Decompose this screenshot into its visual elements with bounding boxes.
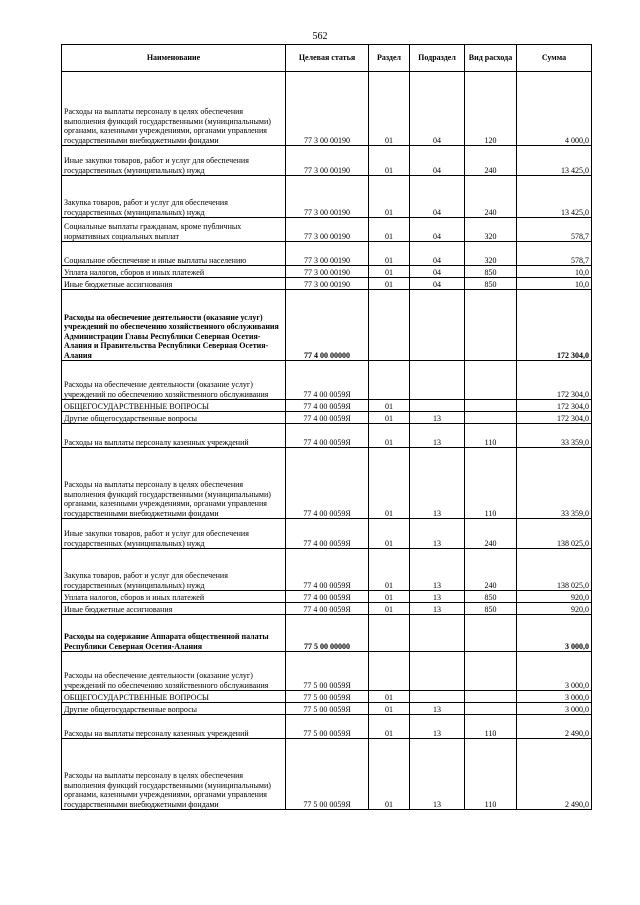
cell-amount: 920,0	[517, 591, 592, 603]
cell-target: 77 5 00 0059Я	[286, 715, 369, 739]
table-header-row	[62, 45, 592, 72]
cell-target: 77 5 00 00000	[286, 615, 369, 652]
table-row	[62, 176, 592, 218]
cell-section: 01	[369, 519, 410, 549]
table-row	[62, 361, 592, 400]
table-row	[62, 278, 592, 290]
cell-subsection: 13	[410, 603, 465, 615]
cell-subsection: 13	[410, 448, 465, 519]
cell-name: Расходы на обеспечение деятельности (оказание услуг) учреждений по обеспечению хозяйственного обслуживания	[62, 361, 286, 400]
cell-section: 01	[369, 176, 410, 218]
cell-expense-type	[465, 400, 517, 412]
cell-target: 77 4 00 0059Я	[286, 519, 369, 549]
cell-subsection: 04	[410, 72, 465, 146]
cell-expense-type: 850	[465, 591, 517, 603]
cell-expense-type	[465, 615, 517, 652]
cell-section: 01	[369, 549, 410, 591]
cell-amount: 138 025,0	[517, 549, 592, 591]
header-target: Целевая статья	[286, 45, 369, 72]
cell-name: Расходы на выплаты персоналу в целях обеспечения выполнения функций государственными (муниципальными) органами, казенными учреждениями, органами управления государственными внебюджетными фондами	[62, 72, 286, 146]
cell-amount: 13 425,0	[517, 146, 592, 176]
cell-section: 01	[369, 278, 410, 290]
cell-name: Закупка товаров, работ и услуг для обеспечения государственных (муниципальных) нужд	[62, 176, 286, 218]
cell-target: 77 4 00 0059Я	[286, 424, 369, 448]
cell-expense-type: 850	[465, 266, 517, 278]
cell-subsection: 13	[410, 703, 465, 715]
cell-subsection: 04	[410, 278, 465, 290]
cell-amount: 172 304,0	[517, 361, 592, 400]
table-row	[62, 448, 592, 519]
cell-target: 77 3 00 00190	[286, 278, 369, 290]
cell-amount: 13 425,0	[517, 176, 592, 218]
cell-name: Расходы на обеспечение деятельности (оказание услуг) учреждений по обеспечению хозяйственного обслуживания	[62, 652, 286, 691]
cell-amount: 578,7	[517, 218, 592, 242]
cell-amount: 578,7	[517, 242, 592, 266]
cell-name: Другие общегосударственные вопросы	[62, 703, 286, 715]
cell-expense-type	[465, 290, 517, 361]
budget-table	[61, 44, 592, 810]
cell-amount: 3 000,0	[517, 691, 592, 703]
cell-amount: 3 000,0	[517, 703, 592, 715]
cell-target: 77 4 00 0059Я	[286, 549, 369, 591]
header-expense-type: Вид расхода	[465, 45, 517, 72]
cell-section: 01	[369, 266, 410, 278]
cell-target: 77 4 00 0059Я	[286, 603, 369, 615]
cell-section	[369, 652, 410, 691]
cell-expense-type: 240	[465, 176, 517, 218]
cell-name: Расходы на обеспечение деятельности (оказание услуг) учреждений по обеспечению хозяйственного обслуживания Администрации Главы Республики Северная Осетия-Алания и Правительства Республики Северная Осетия-Алания	[62, 290, 286, 361]
cell-section: 01	[369, 703, 410, 715]
cell-amount: 10,0	[517, 278, 592, 290]
cell-amount: 3 000,0	[517, 652, 592, 691]
table-row	[62, 519, 592, 549]
cell-amount: 2 490,0	[517, 715, 592, 739]
cell-target: 77 3 00 00190	[286, 242, 369, 266]
cell-target: 77 5 00 0059Я	[286, 691, 369, 703]
cell-expense-type: 850	[465, 278, 517, 290]
cell-section: 01	[369, 591, 410, 603]
header-section: Раздел	[369, 45, 410, 72]
cell-target: 77 4 00 0059Я	[286, 591, 369, 603]
table-row	[62, 603, 592, 615]
table-row	[62, 703, 592, 715]
cell-expense-type: 240	[465, 146, 517, 176]
cell-section: 01	[369, 242, 410, 266]
cell-section: 01	[369, 146, 410, 176]
table-body	[62, 72, 592, 810]
cell-target: 77 4 00 0059Я	[286, 361, 369, 400]
cell-name: Иные бюджетные ассигнования	[62, 603, 286, 615]
cell-section	[369, 361, 410, 400]
cell-name: Иные закупки товаров, работ и услуг для обеспечения государственных (муниципальных) нужд	[62, 519, 286, 549]
cell-subsection	[410, 691, 465, 703]
table-row	[62, 146, 592, 176]
table-row	[62, 591, 592, 603]
cell-subsection: 13	[410, 412, 465, 424]
cell-name: ОБЩЕГОСУДАРСТВЕННЫЕ ВОПРОСЫ	[62, 691, 286, 703]
cell-subsection: 13	[410, 591, 465, 603]
cell-subsection: 04	[410, 146, 465, 176]
cell-name: ОБЩЕГОСУДАРСТВЕННЫЕ ВОПРОСЫ	[62, 400, 286, 412]
cell-subsection: 13	[410, 739, 465, 810]
cell-name: Расходы на выплаты персоналу в целях обеспечения выполнения функций государственными (муниципальными) органами, казенными учреждениями, органами управления государственными внебюджетными фондами	[62, 739, 286, 810]
table-row	[62, 242, 592, 266]
cell-name: Расходы на выплаты персоналу казенных учреждений	[62, 424, 286, 448]
cell-name: Другие общегосударственные вопросы	[62, 412, 286, 424]
header-amount: Сумма	[517, 45, 592, 72]
cell-target: 77 4 00 0059Я	[286, 400, 369, 412]
cell-name: Уплата налогов, сборов и иных платежей	[62, 591, 286, 603]
cell-expense-type: 110	[465, 448, 517, 519]
cell-amount: 2 490,0	[517, 739, 592, 810]
cell-section: 01	[369, 603, 410, 615]
cell-amount: 4 000,0	[517, 72, 592, 146]
cell-subsection: 13	[410, 424, 465, 448]
cell-expense-type	[465, 361, 517, 400]
page-number: 562	[312, 31, 328, 42]
cell-target: 77 3 00 00190	[286, 146, 369, 176]
cell-expense-type: 320	[465, 218, 517, 242]
cell-target: 77 5 00 0059Я	[286, 739, 369, 810]
cell-section: 01	[369, 424, 410, 448]
table-row	[62, 290, 592, 361]
cell-expense-type	[465, 691, 517, 703]
table-row	[62, 400, 592, 412]
cell-section: 01	[369, 448, 410, 519]
cell-target: 77 5 00 0059Я	[286, 703, 369, 715]
cell-section: 01	[369, 72, 410, 146]
cell-subsection	[410, 361, 465, 400]
cell-section	[369, 615, 410, 652]
cell-amount: 10,0	[517, 266, 592, 278]
cell-subsection	[410, 615, 465, 652]
table-row	[62, 412, 592, 424]
cell-name: Закупка товаров, работ и услуг для обеспечения государственных (муниципальных) нужд	[62, 549, 286, 591]
cell-section: 01	[369, 412, 410, 424]
cell-amount: 172 304,0	[517, 412, 592, 424]
table-row	[62, 715, 592, 739]
cell-name: Расходы на содержание Аппарата общественной палаты Республики Северная Осетия-Алания	[62, 615, 286, 652]
header-subsection: Подраздел	[410, 45, 465, 72]
cell-name: Уплата налогов, сборов и иных платежей	[62, 266, 286, 278]
cell-subsection	[410, 652, 465, 691]
cell-expense-type: 110	[465, 424, 517, 448]
cell-expense-type: 850	[465, 603, 517, 615]
cell-section: 01	[369, 715, 410, 739]
cell-subsection: 04	[410, 218, 465, 242]
cell-target: 77 3 00 00190	[286, 72, 369, 146]
cell-section: 01	[369, 691, 410, 703]
cell-expense-type	[465, 703, 517, 715]
cell-subsection	[410, 400, 465, 412]
cell-target: 77 3 00 00190	[286, 176, 369, 218]
cell-subsection: 04	[410, 266, 465, 278]
cell-subsection: 04	[410, 176, 465, 218]
cell-subsection: 04	[410, 242, 465, 266]
cell-target: 77 5 00 0059Я	[286, 652, 369, 691]
cell-expense-type	[465, 652, 517, 691]
cell-amount: 172 304,0	[517, 290, 592, 361]
cell-name: Расходы на выплаты персоналу казенных учреждений	[62, 715, 286, 739]
cell-expense-type: 120	[465, 72, 517, 146]
table-row	[62, 549, 592, 591]
cell-amount: 33 359,0	[517, 448, 592, 519]
cell-subsection: 13	[410, 549, 465, 591]
cell-amount: 172 304,0	[517, 400, 592, 412]
cell-subsection: 13	[410, 519, 465, 549]
table-row	[62, 266, 592, 278]
cell-expense-type: 110	[465, 715, 517, 739]
cell-target: 77 4 00 0059Я	[286, 448, 369, 519]
table-row	[62, 691, 592, 703]
cell-section: 01	[369, 218, 410, 242]
cell-name: Иные бюджетные ассигнования	[62, 278, 286, 290]
cell-expense-type: 240	[465, 519, 517, 549]
cell-target: 77 3 00 00190	[286, 266, 369, 278]
table-row	[62, 424, 592, 448]
cell-expense-type: 240	[465, 549, 517, 591]
cell-name: Социальные выплаты гражданам, кроме публичных нормативных социальных выплат	[62, 218, 286, 242]
table-row	[62, 72, 592, 146]
cell-target: 77 4 00 00000	[286, 290, 369, 361]
cell-expense-type	[465, 412, 517, 424]
table-row	[62, 652, 592, 691]
cell-expense-type: 320	[465, 242, 517, 266]
cell-amount: 138 025,0	[517, 519, 592, 549]
table-row	[62, 218, 592, 242]
table-row	[62, 739, 592, 810]
cell-expense-type: 110	[465, 739, 517, 810]
cell-section: 01	[369, 400, 410, 412]
cell-name: Иные закупки товаров, работ и услуг для обеспечения государственных (муниципальных) нужд	[62, 146, 286, 176]
cell-subsection	[410, 290, 465, 361]
table-row	[62, 615, 592, 652]
cell-name: Социальное обеспечение и иные выплаты населению	[62, 242, 286, 266]
cell-section	[369, 290, 410, 361]
cell-target: 77 3 00 00190	[286, 218, 369, 242]
cell-amount: 920,0	[517, 603, 592, 615]
header-name: Наименование	[62, 45, 286, 72]
cell-amount: 33 359,0	[517, 424, 592, 448]
cell-subsection: 13	[410, 715, 465, 739]
cell-section: 01	[369, 739, 410, 810]
cell-name: Расходы на выплаты персоналу в целях обеспечения выполнения функций государственными (муниципальными) органами, казенными учреждениями, органами управления государственными внебюджетными фондами	[62, 448, 286, 519]
cell-target: 77 4 00 0059Я	[286, 412, 369, 424]
cell-amount: 3 000,0	[517, 615, 592, 652]
